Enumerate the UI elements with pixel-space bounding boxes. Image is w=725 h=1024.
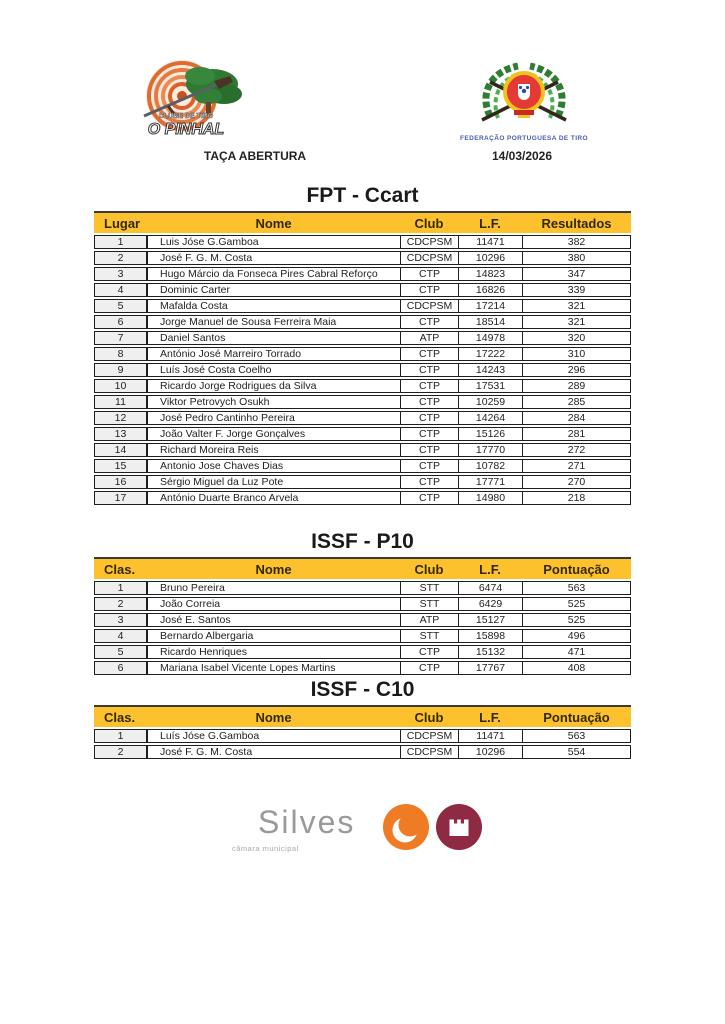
license-cell: 15898 bbox=[459, 630, 523, 642]
name-cell: Luís Jóse G.Gamboa bbox=[148, 730, 401, 742]
rank-cell: 6 bbox=[95, 316, 148, 328]
table-row bbox=[94, 379, 631, 393]
license-cell: 14980 bbox=[459, 492, 523, 504]
license-cell: 17771 bbox=[459, 476, 523, 488]
table-row bbox=[94, 363, 631, 377]
club-cell: CTP bbox=[401, 646, 459, 658]
table-row bbox=[94, 315, 631, 329]
table-row bbox=[94, 729, 631, 743]
table-row bbox=[94, 299, 631, 313]
name-cell: Ricardo Jorge Rodrigues da Silva bbox=[148, 380, 401, 392]
score-cell: 284 bbox=[567, 412, 586, 424]
rank-cell: 10 bbox=[95, 380, 148, 392]
column-header-club: Club bbox=[414, 709, 444, 725]
rank-cell: 1 bbox=[95, 236, 148, 248]
table-row bbox=[94, 459, 631, 473]
name-cell: José Pedro Cantinho Pereira bbox=[148, 412, 401, 424]
table-header-row bbox=[94, 705, 631, 727]
club-cell: CTP bbox=[401, 380, 459, 392]
table-row bbox=[94, 645, 631, 659]
event-date: 14/03/2026 bbox=[491, 149, 553, 163]
club-cell: CTP bbox=[401, 412, 459, 424]
license-cell: 17770 bbox=[459, 444, 523, 456]
rank-cell: 3 bbox=[95, 268, 148, 280]
name-cell: José F. G. M. Costa bbox=[148, 746, 401, 758]
club-logo-caption: O PINHAL bbox=[147, 121, 225, 138]
score-cell: 380 bbox=[567, 252, 586, 264]
rank-cell: 12 bbox=[95, 412, 148, 424]
results-table-issf-c10 bbox=[94, 705, 631, 759]
rank-cell: 6 bbox=[95, 662, 148, 674]
name-cell: João Correia bbox=[148, 598, 401, 610]
rank-cell: 17 bbox=[95, 492, 148, 504]
table-row bbox=[94, 283, 631, 297]
club-cell: STT bbox=[401, 630, 459, 642]
table-row bbox=[94, 613, 631, 627]
column-header-resultados: Resultados bbox=[541, 215, 612, 231]
table-row bbox=[94, 581, 631, 595]
rank-cell: 4 bbox=[95, 284, 148, 296]
name-cell: Sérgio Miguel da Luz Pote bbox=[148, 476, 401, 488]
table-row bbox=[94, 491, 631, 505]
club-cell: CTP bbox=[401, 662, 459, 674]
rank-cell: 1 bbox=[95, 582, 148, 594]
score-cell: 321 bbox=[567, 300, 586, 312]
name-cell: José E. Santos bbox=[148, 614, 401, 626]
score-cell: 554 bbox=[567, 746, 586, 758]
club-cell: CTP bbox=[401, 396, 459, 408]
table-row bbox=[94, 475, 631, 489]
license-cell: 10782 bbox=[459, 460, 523, 472]
score-cell: 563 bbox=[567, 582, 586, 594]
license-cell: 17214 bbox=[459, 300, 523, 312]
club-cell: CTP bbox=[401, 492, 459, 504]
table-title-issf-p10: ISSF - P10 bbox=[311, 530, 414, 553]
rank-cell: 11 bbox=[95, 396, 148, 408]
rank-cell: 3 bbox=[95, 614, 148, 626]
table-header-row bbox=[94, 211, 631, 233]
rank-cell: 1 bbox=[95, 730, 148, 742]
license-cell: 10296 bbox=[459, 746, 523, 758]
license-cell: 6474 bbox=[459, 582, 523, 594]
club-cell: ATP bbox=[401, 614, 459, 626]
column-header-lf: L.F. bbox=[479, 215, 501, 231]
column-header-nome: Nome bbox=[255, 709, 292, 725]
rank-cell: 8 bbox=[95, 348, 148, 360]
silves-logo-title: Silves bbox=[258, 804, 356, 840]
name-cell: Antonio Jose Chaves Dias bbox=[148, 460, 401, 472]
name-cell: Mariana Isabel Vicente Lopes Martins bbox=[148, 662, 401, 674]
license-cell: 14264 bbox=[459, 412, 523, 424]
rank-cell: 2 bbox=[95, 746, 148, 758]
license-cell: 6429 bbox=[459, 598, 523, 610]
license-cell: 17531 bbox=[459, 380, 523, 392]
score-cell: 270 bbox=[567, 476, 586, 488]
rank-cell: 4 bbox=[95, 630, 148, 642]
silves-logo-subtitle: câmara municipal bbox=[232, 844, 299, 853]
results-content bbox=[94, 184, 631, 759]
table-row bbox=[94, 395, 631, 409]
license-cell: 10296 bbox=[459, 252, 523, 264]
column-header-clas: Clas. bbox=[104, 709, 136, 725]
name-cell: Ricardo Henriques bbox=[148, 646, 401, 658]
column-header-club: Club bbox=[414, 215, 444, 231]
rank-cell: 2 bbox=[95, 252, 148, 264]
score-cell: 285 bbox=[567, 396, 586, 408]
score-cell: 496 bbox=[567, 630, 586, 642]
license-cell: 15132 bbox=[459, 646, 523, 658]
name-cell: António José Marreiro Torrado bbox=[148, 348, 401, 360]
club-cell: CDCPSM bbox=[401, 730, 459, 742]
name-cell: José F. G. M. Costa bbox=[148, 252, 401, 264]
rank-cell: 5 bbox=[95, 300, 148, 312]
license-cell: 10259 bbox=[459, 396, 523, 408]
rank-cell: 15 bbox=[95, 460, 148, 472]
score-cell: 320 bbox=[567, 332, 586, 344]
club-cell: CDCPSM bbox=[401, 236, 459, 248]
license-cell: 14978 bbox=[459, 332, 523, 344]
club-cell: CTP bbox=[401, 460, 459, 472]
column-header-club: Club bbox=[414, 561, 444, 577]
table-row bbox=[94, 443, 631, 457]
column-header-clas: Clas. bbox=[104, 561, 136, 577]
score-cell: 339 bbox=[567, 284, 586, 296]
score-cell: 525 bbox=[567, 598, 586, 610]
license-cell: 14823 bbox=[459, 268, 523, 280]
club-cell: ATP bbox=[401, 332, 459, 344]
column-header-lugar: Lugar bbox=[104, 215, 141, 231]
table-row bbox=[94, 267, 631, 281]
name-cell: Richard Moreira Reis bbox=[148, 444, 401, 456]
table-row bbox=[94, 235, 631, 249]
event-title: TAÇA ABERTURA bbox=[203, 149, 307, 163]
club-cell: CTP bbox=[401, 268, 459, 280]
table-row bbox=[94, 661, 631, 675]
rank-cell: 16 bbox=[95, 476, 148, 488]
score-cell: 296 bbox=[567, 364, 586, 376]
table-row bbox=[94, 427, 631, 441]
license-cell: 14243 bbox=[459, 364, 523, 376]
name-cell: João Valter F. Jorge Gonçalves bbox=[148, 428, 401, 440]
score-cell: 310 bbox=[567, 348, 586, 360]
results-table-issf-p10 bbox=[94, 557, 631, 675]
club-logo-caption-top: CLUBE DE TIRO bbox=[158, 113, 214, 120]
license-cell: 17767 bbox=[459, 662, 523, 674]
score-cell: 563 bbox=[567, 730, 586, 742]
rank-cell: 13 bbox=[95, 428, 148, 440]
name-cell: Bernardo Albergaria bbox=[148, 630, 401, 642]
name-cell: Mafalda Costa bbox=[148, 300, 401, 312]
name-cell: Bruno Pereira bbox=[148, 582, 401, 594]
score-cell: 321 bbox=[567, 316, 586, 328]
table-row bbox=[94, 597, 631, 611]
table-row bbox=[94, 331, 631, 345]
license-cell: 11471 bbox=[459, 730, 523, 742]
name-cell: Luís José Costa Coelho bbox=[148, 364, 401, 376]
table-title-fpt-ccart: FPT - Ccart bbox=[306, 184, 419, 207]
portuguese-shield-icon bbox=[505, 73, 543, 118]
column-header-lf: L.F. bbox=[479, 709, 501, 725]
federation-logo bbox=[468, 58, 580, 132]
score-cell: 272 bbox=[567, 444, 586, 456]
club-cell: CTP bbox=[401, 476, 459, 488]
score-cell: 525 bbox=[567, 614, 586, 626]
club-cell: CTP bbox=[401, 316, 459, 328]
club-cell: CDCPSM bbox=[401, 300, 459, 312]
license-cell: 15126 bbox=[459, 428, 523, 440]
score-cell: 289 bbox=[567, 380, 586, 392]
column-header-pontuao: Pontuação bbox=[543, 709, 610, 725]
license-cell: 16826 bbox=[459, 284, 523, 296]
name-cell: Hugo Márcio da Fonseca Pires Cabral Reforço bbox=[148, 268, 401, 280]
name-cell: Viktor Petrovych Osukh bbox=[148, 396, 401, 408]
rank-cell: 9 bbox=[95, 364, 148, 376]
license-cell: 11471 bbox=[459, 236, 523, 248]
rank-cell: 14 bbox=[95, 444, 148, 456]
castle-badge-icon bbox=[436, 804, 482, 850]
score-cell: 408 bbox=[567, 662, 586, 674]
club-cell: CDCPSM bbox=[401, 746, 459, 758]
table-row bbox=[94, 251, 631, 265]
license-cell: 17222 bbox=[459, 348, 523, 360]
club-cell: CTP bbox=[401, 428, 459, 440]
column-header-nome: Nome bbox=[255, 215, 292, 231]
table-row bbox=[94, 347, 631, 361]
score-cell: 471 bbox=[567, 646, 586, 658]
license-cell: 15127 bbox=[459, 614, 523, 626]
federation-logo-caption: FEDERAÇÃO PORTUGUESA DE TIRO bbox=[460, 135, 588, 142]
table-row bbox=[94, 411, 631, 425]
name-cell: Daniel Santos bbox=[148, 332, 401, 344]
score-cell: 347 bbox=[567, 268, 586, 280]
rank-cell: 7 bbox=[95, 332, 148, 344]
club-cell: CDCPSM bbox=[401, 252, 459, 264]
name-cell: Dominic Carter bbox=[148, 284, 401, 296]
score-cell: 218 bbox=[567, 492, 586, 504]
table-title-issf-c10: ISSF - C10 bbox=[310, 678, 415, 701]
table-row bbox=[94, 745, 631, 759]
rank-cell: 2 bbox=[95, 598, 148, 610]
club-cell: CTP bbox=[401, 364, 459, 376]
club-cell: STT bbox=[401, 582, 459, 594]
club-cell: STT bbox=[401, 598, 459, 610]
column-header-nome: Nome bbox=[255, 561, 292, 577]
column-header-lf: L.F. bbox=[479, 561, 501, 577]
results-table-fpt-ccart bbox=[94, 211, 631, 505]
score-cell: 271 bbox=[567, 460, 586, 472]
name-cell: Luis Jóse G.Gamboa bbox=[148, 236, 401, 248]
score-cell: 382 bbox=[567, 236, 586, 248]
club-cell: CTP bbox=[401, 284, 459, 296]
column-header-pontuao: Pontuação bbox=[543, 561, 610, 577]
table-row bbox=[94, 629, 631, 643]
name-cell: Jorge Manuel de Sousa Ferreira Maia bbox=[148, 316, 401, 328]
license-cell: 18514 bbox=[459, 316, 523, 328]
rank-cell: 5 bbox=[95, 646, 148, 658]
club-cell: CTP bbox=[401, 348, 459, 360]
club-cell: CTP bbox=[401, 444, 459, 456]
moon-badge-icon bbox=[383, 804, 429, 850]
club-o-pinhal-logo bbox=[138, 56, 250, 146]
name-cell: António Duarte Branco Arvela bbox=[148, 492, 401, 504]
score-cell: 281 bbox=[567, 428, 586, 440]
table-header-row bbox=[94, 557, 631, 579]
silves-municipality-logo bbox=[0, 798, 725, 878]
